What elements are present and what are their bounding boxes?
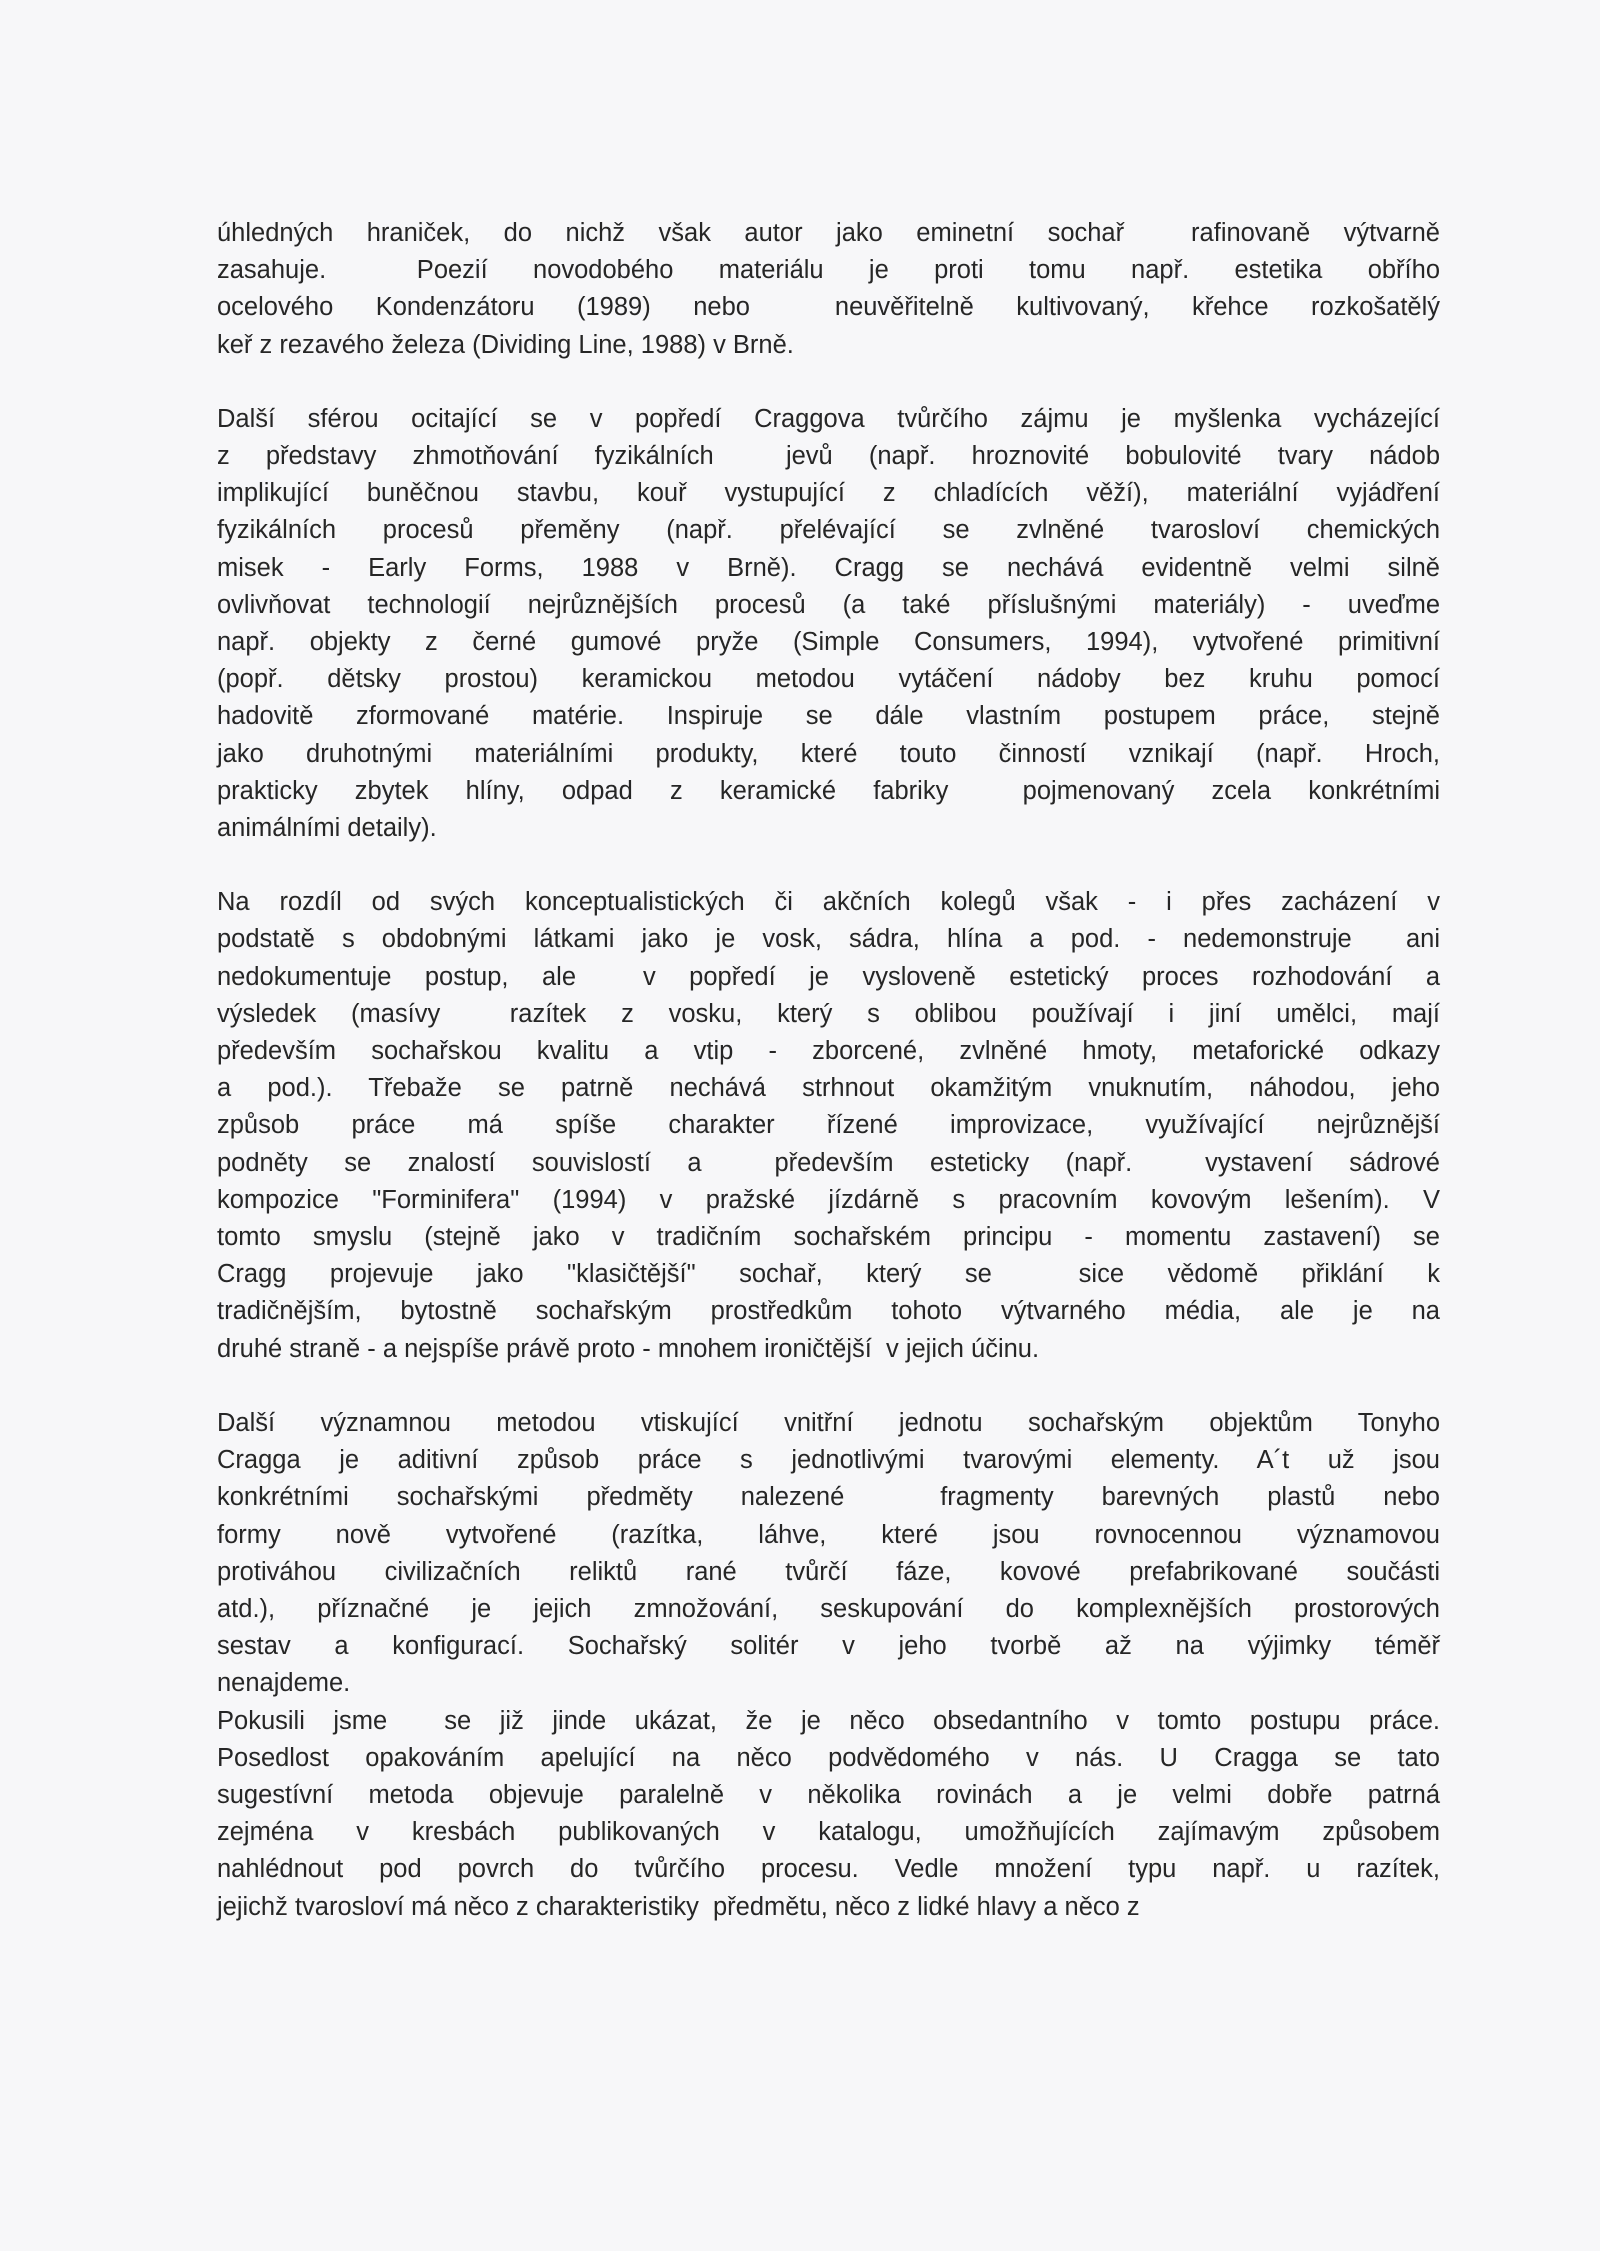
paragraph-gap <box>217 364 1440 401</box>
paragraph-4 <box>217 1405 1440 1703</box>
paragraph-gap <box>217 1368 1440 1405</box>
text-line: ocelového Kondenzátoru (1989) nebo neuvěřitelně kultivovaný, křehce rozkošatělý <box>217 293 1440 322</box>
text-line: nedokumentuje postup, ale v popředí je vysloveně estetický proces rozhodování a <box>217 962 1440 991</box>
paragraph-gap <box>217 847 1440 884</box>
text-line: podněty se znalostí souvislostí a především esteticky (např. vystavení sádrové <box>217 1148 1440 1177</box>
text-line: nenajdeme. <box>217 1669 351 1698</box>
text-line: implikující buněčnou stavbu, kouř vystupující z chladících věží), materiální vyjádření <box>217 479 1440 508</box>
text-line: Další sférou ocitající se v popředí Craggova tvůrčího zájmu je myšlenka vycházející <box>217 404 1440 433</box>
text-line: Cragga je aditivní způsob práce s jednotlivými tvarovými elementy. A´t už jsou <box>217 1446 1440 1475</box>
text-line: tomto smyslu (stejně jako v tradičním sochařském principu - momentu zastavení) se <box>217 1223 1440 1252</box>
text-line: zasahuje. Poezií novodobého materiálu je proti tomu např. estetika obřího <box>217 256 1440 285</box>
text-line: (popř. dětsky prostou) keramickou metodou vytáčení nádoby bez kruhu pomocí <box>217 665 1440 694</box>
text-line: formy nově vytvořené (razítka, láhve, které jsou rovnocennou významovou <box>217 1520 1440 1549</box>
text-line: animálními detaily). <box>217 814 437 843</box>
text-line: zejména v kresbách publikovaných v katalogu, umožňujících zajímavým způsobem <box>217 1818 1440 1847</box>
text-line: misek - Early Forms, 1988 v Brně). Cragg se nechává evidentně velmi silně <box>217 553 1440 582</box>
paragraph-2 <box>217 401 1440 847</box>
text-line: jako druhotnými materiálními produkty, které touto činností vznikají (např. Hroch, <box>217 739 1440 768</box>
text-line: Posedlost opakováním apelující na něco podvědomého v nás. U Cragga se tato <box>217 1743 1440 1772</box>
text-line: druhé straně - a nejspíše právě proto - mnohem ironičtější v jejich účinu. <box>217 1334 1040 1363</box>
text-line: protiváhou civilizačních reliktů rané tvůrčí fáze, kovové prefabrikované součásti <box>217 1557 1440 1586</box>
text-line: ovlivňovat technologií nejrůznějších procesů (a také příslušnými materiály) - uveďme <box>217 590 1440 619</box>
document-page <box>217 215 1440 1926</box>
text-line: Cragg projevuje jako "klasičtější" sochař, který se sice vědomě přiklání k <box>217 1260 1440 1289</box>
text-line: keř z rezavého železa (Dividing Line, 1988) v Brně. <box>217 330 794 359</box>
text-line: kompozice "Forminifera" (1994) v pražské jízdárně s pracovním kovovým lešením). V <box>217 1185 1440 1214</box>
text-line: konkrétními sochařskými předměty nalezené fragmenty barevných plastů nebo <box>217 1483 1440 1512</box>
text-line: a pod.). Třebaže se patrně nechává strhnout okamžitým vnuknutím, náhodou, jeho <box>217 1074 1440 1103</box>
text-line: především sochařskou kvalitu a vtip - zborcené, zvlněné hmoty, metaforické odkazy <box>217 1037 1440 1066</box>
text-line: jejichž tvarosloví má něco z charakteristiky předmětu, něco z lidké hlavy a něco z <box>217 1892 1140 1921</box>
text-line: Na rozdíl od svých konceptualistických či akčních kolegů však - i přes zacházení v <box>217 888 1440 917</box>
text-line: prakticky zbytek hlíny, odpad z keramické fabriky pojmenovaný zcela konkrétními <box>217 776 1440 805</box>
text-line: z představy zhmotňování fyzikálních jevů (např. hroznovité bobulovité tvary nádob <box>217 442 1440 471</box>
text-line: podstatě s obdobnými látkami jako je vosk, sádra, hlína a pod. - nedemonstruje ani <box>217 925 1440 954</box>
text-line: Další významnou metodou vtiskující vnitřní jednotu sochařským objektům Tonyho <box>217 1408 1440 1437</box>
text-line: Pokusili jsme se již jinde ukázat, že je něco obsedantního v tomto postupu práce. <box>217 1706 1440 1735</box>
text-line: nahlédnout pod povrch do tvůrčího procesu. Vedle množení typu např. u razítek, <box>217 1855 1440 1884</box>
paragraph-1 <box>217 215 1440 364</box>
text-line: sugestívní metoda objevuje paralelně v několika rovinách a je velmi dobře patrná <box>217 1780 1440 1809</box>
text-line: tradičnějším, bytostně sochařským prostředkům tohoto výtvarného média, ale je na <box>217 1297 1440 1326</box>
text-line: výsledek (masívy razítek z vosku, který s oblibou používají i jiní umělci, mají <box>217 999 1440 1028</box>
text-line: sestav a konfigurací. Sochařský solitér v jeho tvorbě až na výjimky téměř <box>217 1632 1440 1661</box>
text-line: způsob práce má spíše charakter řízené improvizace, využívající nejrůznější <box>217 1111 1440 1140</box>
paragraph-3 <box>217 884 1440 1368</box>
text-line: atd.), příznačné je jejich zmnožování, seskupování do komplexnějších prostorových <box>217 1594 1440 1623</box>
text-line: fyzikálních procesů přeměny (např. přelévající se zvlněné tvarosloví chemických <box>217 516 1440 545</box>
paragraph-5 <box>217 1703 1440 1926</box>
text-line: úhledných hraniček, do nichž však autor jako eminetní sochař rafinovaně výtvarně <box>217 219 1440 247</box>
text-line: např. objekty z černé gumové pryže (Simple Consumers, 1994), vytvořené primitivní <box>217 628 1440 657</box>
text-line: hadovitě zformované matérie. Inspiruje se dále vlastním postupem práce, stejně <box>217 702 1440 731</box>
